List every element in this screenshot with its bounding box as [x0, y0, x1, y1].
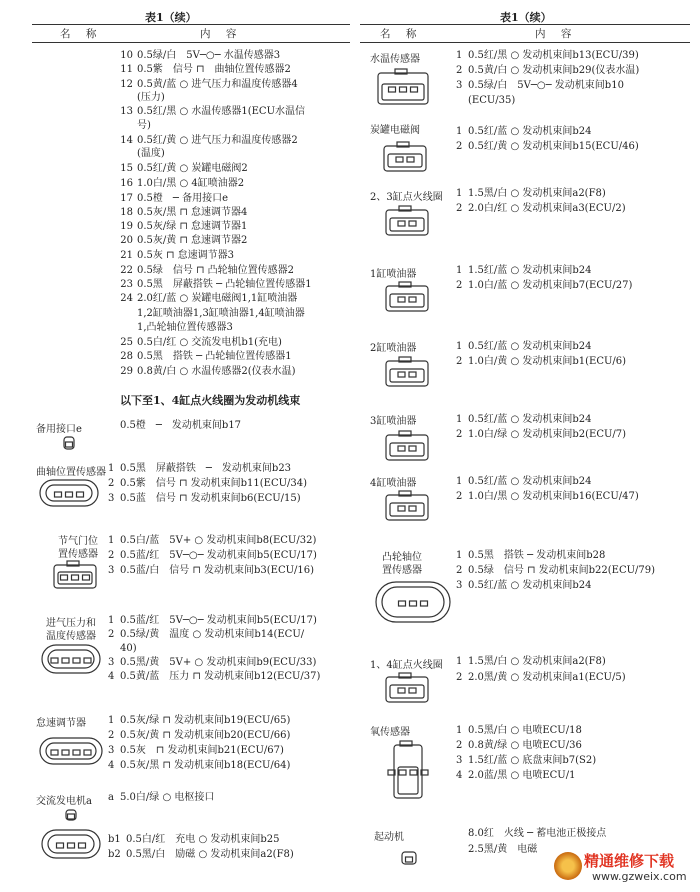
pin-text: 0.5灰/黑 ⊓ 怠速调节器4 — [137, 207, 248, 218]
connector-icon — [398, 848, 428, 876]
component-name: 进气压力和 — [46, 618, 96, 629]
pin-text: 0.5紫 信号 ⊓ 曲轴位置传感器2 — [137, 64, 291, 75]
pin-number: 19 — [120, 221, 133, 232]
component-name: 置传感器 — [58, 549, 98, 560]
pin-number: 4 — [108, 671, 115, 682]
component-name: 3缸喷油器 — [370, 416, 417, 427]
pin-text: 0.5黑/黄 5V+ ○ 发动机束间b9(ECU/33) — [120, 657, 317, 668]
pin-text: 0.5红/蓝 ○ 发动机束间b24 — [468, 476, 592, 487]
pin-text: 0.5黑 搭铁 ─ 凸轮轴位置传感器1 — [137, 351, 292, 362]
pin-row — [117, 120, 151, 132]
pin-text: 0.5黑/白 ○ 电喷ECU/18 — [468, 725, 582, 736]
pin-number: 2 — [456, 141, 463, 152]
pin-number: 10 — [120, 50, 133, 61]
pin-row — [108, 643, 137, 655]
pin-row — [456, 126, 591, 138]
pin-number: 25 — [120, 337, 133, 348]
pin-row — [117, 64, 291, 76]
pin-row — [117, 193, 228, 205]
pin-number: 2 — [108, 478, 115, 489]
connector-icon — [384, 672, 438, 714]
component-name: 2缸喷油器 — [370, 343, 417, 354]
pin-number: 2 — [456, 429, 463, 440]
pin-number: 16 — [120, 178, 133, 189]
pin-text: 0.5绿/黄 温度 ○ 发动机束间b14(ECU/ — [120, 629, 305, 640]
component-name: 温度传感器 — [46, 631, 96, 642]
pin-number: 14 — [120, 135, 133, 146]
pin-row — [456, 280, 632, 292]
rule-header — [32, 42, 350, 43]
pin-row — [108, 493, 301, 505]
pin-number: 3 — [108, 657, 115, 668]
pin-number: 1 — [108, 615, 115, 626]
component-name: 交流发电机a — [36, 796, 92, 807]
pin-number: 17 — [120, 193, 133, 204]
pin-number: 1 — [456, 656, 463, 667]
pin-row — [456, 491, 639, 503]
pin-row — [117, 148, 165, 160]
connector-icon — [38, 736, 112, 774]
pin-row — [117, 50, 280, 62]
pin-text: 0.5橙 ─ 发动机束间b17 — [120, 420, 242, 431]
pin-number: a — [108, 792, 114, 803]
header-content: 内 容 — [200, 28, 243, 40]
pin-row — [456, 844, 537, 856]
pin-row — [456, 828, 606, 840]
component-name: 氧传感器 — [370, 727, 410, 738]
pin-number: 2 — [456, 356, 463, 367]
pin-number: b2 — [108, 849, 121, 860]
watermark — [552, 846, 692, 888]
pin-number: 2 — [108, 550, 115, 561]
pin-row — [456, 341, 591, 353]
pin-text: 0.5灰 ⊓ 发动机束间b21(ECU/67) — [120, 745, 284, 756]
pin-row — [456, 755, 596, 767]
rule-top — [360, 24, 690, 25]
pin-text: 0.5灰/绿 ⊓ 发动机束间b19(ECU/65) — [120, 715, 291, 726]
connector-icon — [392, 740, 432, 810]
pin-text: 0.5绿 信号 ⊓ 发动机束间b22(ECU/79) — [468, 565, 656, 576]
section-title: 以下至1、4缸点火线圈为发动机线束 — [120, 394, 301, 407]
pin-row — [117, 293, 297, 305]
pin-text: 0.5黑 屏蔽搭铁 ─ 发动机束间b23 — [120, 463, 292, 474]
component-name: 4缸喷油器 — [370, 478, 417, 489]
pin-number: 18 — [120, 207, 133, 218]
pin-text: 2.0白/红 ○ 发动机束间a3(ECU/2) — [468, 203, 626, 214]
pin-number: 1 — [456, 265, 463, 276]
pin-row — [108, 535, 316, 547]
pin-row — [456, 95, 515, 107]
pin-number: 3 — [456, 580, 463, 591]
pin-number: 2 — [456, 565, 463, 576]
pin-row — [456, 672, 626, 684]
pin-row — [108, 834, 279, 846]
pin-row — [456, 725, 582, 737]
pin-text: 0.5绿 信号 ⊓ 凸轮轴位置传感器2 — [137, 265, 295, 276]
pin-text: 0.5蓝/红 5V─○─ 发动机束间b5(ECU/17) — [120, 550, 317, 561]
pin-number: 1 — [456, 725, 463, 736]
pin-text: 0.5红/黑 ○ 发动机束间b13(ECU/39) — [468, 50, 639, 61]
pin-row — [456, 203, 626, 215]
pin-row — [117, 135, 298, 147]
pin-number: 2 — [456, 491, 463, 502]
pin-text: 2.0红/蓝 ○ 炭罐电磁阀1,1缸喷油器 — [137, 293, 298, 304]
pin-number: 1 — [456, 414, 463, 425]
pin-text: 1.0白/黑 ○ 4缸喷油器2 — [137, 178, 245, 189]
pin-row — [117, 178, 244, 190]
component-name: 炭罐电磁阀 — [370, 125, 420, 136]
pin-text: 0.5黄/白 ○ 发动机束间b29(仪表水温) — [468, 65, 640, 76]
header-name: 名 称 — [60, 28, 103, 40]
pin-text: 0.5绿/白 5V─○─ 发动机束间b10 — [468, 80, 624, 91]
pin-row — [117, 250, 234, 262]
pin-text: 0.5灰 ⊓ 怠速调节器3 — [137, 250, 235, 261]
pin-number: 1 — [108, 535, 115, 546]
pin-text: 1,凸轮轴位置传感器3 — [137, 322, 233, 333]
pin-row — [108, 615, 317, 627]
pin-number: 4 — [456, 770, 463, 781]
pin-row — [456, 770, 575, 782]
pin-row — [117, 221, 247, 233]
pin-row — [108, 550, 317, 562]
pin-row — [108, 463, 291, 475]
pin-text: 0.5蓝/红 5V─○─ 发动机束间b5(ECU/17) — [120, 615, 317, 626]
connector-icon — [384, 430, 438, 472]
pin-row — [117, 322, 233, 334]
pin-number: 1 — [108, 715, 115, 726]
pin-number: 3 — [456, 80, 463, 91]
pin-row — [456, 80, 624, 92]
pin-row — [108, 565, 314, 577]
connector-icon — [38, 478, 108, 516]
connector-icon — [40, 828, 110, 868]
watermark-logo-icon — [554, 852, 582, 880]
pin-text: 0.5白/蓝 5V+ ○ 发动机束间b8(ECU/32) — [120, 535, 317, 546]
pin-text: 2.5黑/黄 电磁 — [468, 844, 538, 855]
pin-number: 21 — [120, 250, 133, 261]
pin-row — [117, 92, 165, 104]
pin-number: 1 — [456, 341, 463, 352]
pin-number: 2 — [456, 672, 463, 683]
rule-header — [360, 42, 690, 43]
connector-icon — [60, 433, 86, 461]
pin-number: 1 — [456, 188, 463, 199]
pin-number: 1 — [108, 463, 115, 474]
pin-row — [117, 163, 248, 175]
pin-number: 29 — [120, 366, 133, 377]
pin-text: 0.5红/黄 ○ 炭罐电磁阀2 — [137, 163, 248, 174]
pin-text: 8.0红 火线 ─ 蓄电池正极接点 — [468, 828, 607, 839]
pin-text: 1,2缸喷油器1,3缸喷油器1,4缸喷油器 — [137, 308, 305, 319]
pin-row — [456, 414, 591, 426]
pin-text: 1.5红/蓝 ○ 底盘束间b7(S2) — [468, 755, 597, 766]
pin-number: 28 — [120, 351, 133, 362]
pin-text: 1.0白/黄 ○ 发动机束间b1(ECU/6) — [468, 356, 627, 367]
pin-text: 1.0白/绿 ○ 发动机束间b2(ECU/7) — [468, 429, 627, 440]
pin-row — [108, 657, 316, 669]
connector-icon — [384, 205, 438, 247]
component-name: 怠速调节器 — [36, 718, 86, 729]
pin-text: 0.5红/蓝 ○ 发动机束间b24 — [468, 126, 592, 137]
pin-text: 0.5白/红 ○ 交流发电机b1(充电) — [137, 337, 282, 348]
pin-text: 1.5红/蓝 ○ 发动机束间b24 — [468, 265, 592, 276]
pin-row — [117, 337, 282, 349]
pin-row — [456, 188, 606, 200]
pin-row — [117, 79, 298, 91]
pin-text: 2.0黑/黄 ○ 发动机束间a1(ECU/5) — [468, 672, 626, 683]
pin-text: 5.0白/绿 ○ 电枢接口 — [120, 792, 215, 803]
watermark-url: www.gzweix.com — [592, 870, 687, 883]
pin-row — [117, 265, 294, 277]
pin-text: 2.0蓝/黑 ○ 电喷ECU/1 — [468, 770, 576, 781]
pin-number: 4 — [108, 760, 115, 771]
pin-number: 2 — [456, 740, 463, 751]
connector-icon — [384, 281, 438, 323]
pin-text: 0.5紫 信号 ⊓ 发动机束间b11(ECU/34) — [120, 478, 308, 489]
pin-number: 2 — [456, 65, 463, 76]
component-name: 2、3缸点火线圈 — [370, 192, 443, 203]
component-name: 起动机 — [374, 832, 404, 843]
pin-number: 3 — [456, 755, 463, 766]
component-name: 置传感器 — [382, 565, 422, 576]
pin-row — [108, 849, 294, 861]
pin-text: 0.5红/黄 ○ 进气压力和温度传感器2 — [137, 135, 298, 146]
pin-number: 1 — [456, 550, 463, 561]
pin-row — [108, 420, 241, 432]
pin-row — [117, 207, 247, 219]
pin-text: 0.5红/蓝 ○ 发动机束间b24 — [468, 341, 592, 352]
pin-row — [108, 671, 320, 683]
connector-icon — [40, 643, 110, 683]
pin-row — [456, 740, 582, 752]
pin-text: 1.0白/蓝 ○ 发动机束间b7(ECU/27) — [468, 280, 633, 291]
pin-text: 1.0白/黑 ○ 发动机束间b16(ECU/47) — [468, 491, 639, 502]
table-title: 表1（续） — [145, 11, 197, 24]
connector-icon — [376, 68, 438, 116]
connector-icon — [52, 560, 106, 600]
pin-text: 0.5绿/白 5V─○─ 水温传感器3 — [137, 50, 281, 61]
pin-number: 3 — [108, 745, 115, 756]
component-name: 水温传感器 — [370, 54, 420, 65]
pin-row — [108, 478, 307, 490]
pin-text: 0.5红/黄 ○ 发动机束间b15(ECU/46) — [468, 141, 639, 152]
pin-number: 20 — [120, 235, 133, 246]
pin-text: 1.5黑/白 ○ 发动机束间a2(F8) — [468, 188, 606, 199]
pin-text: 0.5红/蓝 ○ 发动机束间b24 — [468, 580, 592, 591]
pin-row — [117, 279, 312, 291]
pin-row — [456, 65, 639, 77]
pin-number: 24 — [120, 293, 133, 304]
pin-row — [456, 356, 626, 368]
pin-row — [117, 366, 296, 378]
pin-text: 0.5橙 ─ 备用接口e — [137, 193, 229, 204]
pin-row — [108, 715, 290, 727]
pin-row — [108, 730, 290, 742]
pin-row — [456, 565, 655, 577]
pin-row — [456, 550, 605, 562]
pin-row — [456, 476, 591, 488]
pin-number: 12 — [120, 79, 133, 90]
component-name: 凸轮轴位 — [382, 552, 422, 563]
pin-row — [456, 265, 591, 277]
component-name: 1、4缸点火线圈 — [370, 660, 443, 671]
pin-row — [117, 308, 305, 320]
pin-text: 0.5蓝 信号 ⊓ 发动机束间b6(ECU/15) — [120, 493, 301, 504]
pin-text: 0.5灰/黑 ⊓ 发动机束间b18(ECU/64) — [120, 760, 291, 771]
pin-row — [456, 429, 626, 441]
pin-row — [108, 629, 304, 641]
pin-text: 0.5黑 屏蔽搭铁 ─ 凸轮轴位置传感器1 — [137, 279, 312, 290]
pin-text: 0.5黑/白 励磁 ○ 发动机束间a2(F8) — [126, 849, 294, 860]
pin-number: b1 — [108, 834, 121, 845]
pin-text: 40) — [120, 643, 137, 654]
pin-number: 1 — [456, 50, 463, 61]
pin-row — [456, 50, 639, 62]
pin-row — [108, 760, 290, 772]
connector-icon — [384, 356, 438, 398]
pin-text: 1.5黑/白 ○ 发动机束间a2(F8) — [468, 656, 606, 667]
rule-top — [32, 24, 350, 25]
pin-number: 2 — [108, 730, 115, 741]
pin-number: 1 — [456, 126, 463, 137]
pin-text: (ECU/35) — [468, 95, 516, 106]
pin-row — [456, 580, 591, 592]
pin-text: 0.5黑 搭铁 ─ 发动机束间b28 — [468, 550, 606, 561]
pin-number: 3 — [108, 493, 115, 504]
connector-icon — [384, 490, 438, 532]
pin-number: 22 — [120, 265, 133, 276]
pin-number: 2 — [108, 629, 115, 640]
watermark-title: 精通维修下载 — [584, 852, 675, 870]
pin-number: 3 — [108, 565, 115, 576]
pin-row — [456, 141, 639, 153]
pin-text: (压力) — [137, 92, 165, 103]
pin-text: 0.8黄/绿 ○ 电喷ECU/36 — [468, 740, 582, 751]
pin-text: 号) — [137, 120, 151, 131]
pin-text: 0.5黄/蓝 压力 ⊓ 发动机束间b12(ECU/37) — [120, 671, 321, 682]
connector-icon — [374, 580, 460, 632]
pin-row — [117, 106, 305, 118]
header-content: 内 容 — [535, 28, 578, 40]
pin-row — [117, 351, 292, 363]
pin-number: 15 — [120, 163, 133, 174]
connector-icon — [382, 141, 436, 183]
header-name: 名 称 — [380, 28, 423, 40]
pin-row — [456, 656, 606, 668]
pin-text: 0.5灰/绿 ⊓ 怠速调节器1 — [137, 221, 248, 232]
component-name: 曲轴位置传感器 — [36, 467, 106, 478]
pin-row — [108, 792, 214, 804]
component-name: 1缸喷油器 — [370, 269, 417, 280]
pin-row — [117, 235, 247, 247]
pin-number: 13 — [120, 106, 133, 117]
pin-row — [108, 745, 284, 757]
pin-number: 2 — [456, 280, 463, 291]
component-name: 节气门位 — [58, 536, 98, 547]
pin-text: 0.5蓝/白 信号 ⊓ 发动机束间b3(ECU/16) — [120, 565, 315, 576]
pin-text: 0.5红/黑 ○ 水温传感器1(ECU水温信 — [137, 106, 305, 117]
pin-text: (温度) — [137, 148, 165, 159]
pin-number: 1 — [456, 476, 463, 487]
table-title: 表1（续） — [500, 11, 552, 24]
pin-number: 2 — [456, 203, 463, 214]
pin-text: 0.5白/红 充电 ○ 发动机束间b25 — [126, 834, 280, 845]
pin-text: 0.5灰/黄 ⊓ 发动机束间b20(ECU/66) — [120, 730, 291, 741]
pin-text: 0.5灰/黄 ⊓ 怠速调节器2 — [137, 235, 248, 246]
pin-text: 0.5黄/蓝 ○ 进气压力和温度传感器4 — [137, 79, 298, 90]
pin-number: 11 — [120, 64, 133, 75]
pin-text: 0.5红/蓝 ○ 发动机束间b24 — [468, 414, 592, 425]
component-name: 备用接口e — [36, 424, 82, 435]
pin-number: 23 — [120, 279, 133, 290]
pin-text: 0.8黄/白 ○ 水温传感器2(仪表水温) — [137, 366, 296, 377]
